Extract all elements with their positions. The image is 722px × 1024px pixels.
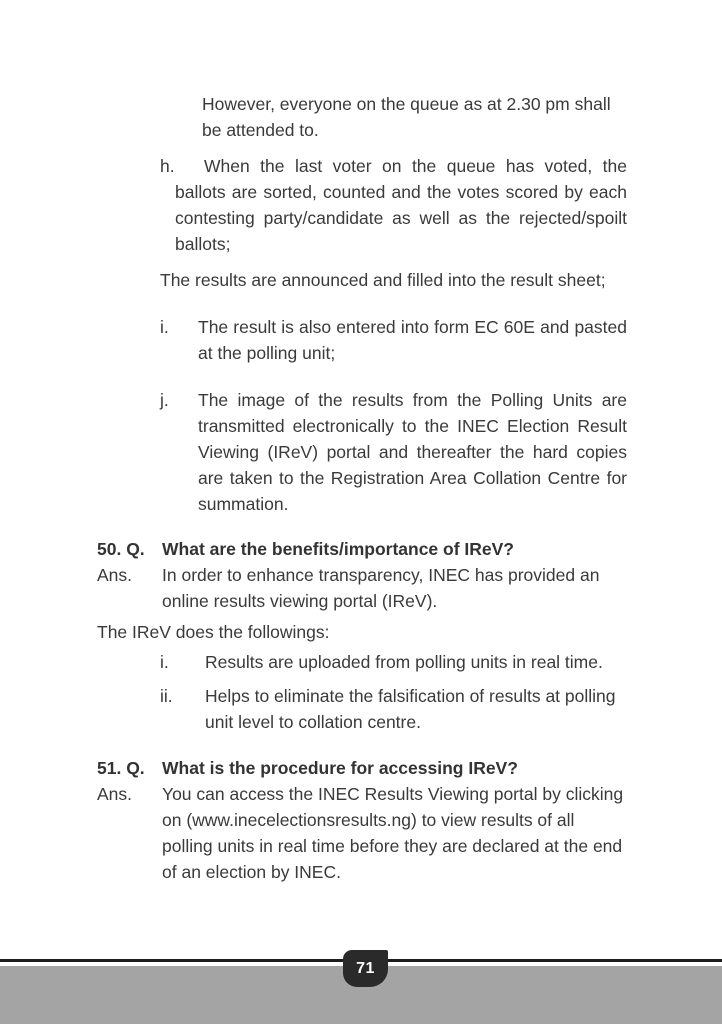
paragraph-results-announced: The results are announced and filled into the result sheet; (160, 270, 606, 290)
list-item-j (97, 387, 627, 517)
question-50-number: 50. Q. (97, 539, 145, 559)
list-item-h (97, 153, 627, 257)
list-item-j-text: The image of the results from the Polling Units are transmitted electronically to the INEC Election Result Viewing (IReV) portal and thereafter the hard copies are taken to the Registration Area Collation Centre for summation. (198, 390, 627, 514)
question-51-number: 51. Q. (97, 758, 145, 778)
page-number-badge (343, 950, 388, 987)
list-item-h-text: When the last voter on the queue has voted, the ballots are sorted, counted and the votes scored by each contesting party/candidate as well as the rejected/spoilt ballots; (175, 156, 627, 254)
sub-item-i-text: Results are uploaded from polling units in real time. (205, 652, 603, 672)
paragraph-irev-intro: The IReV does the followings: (97, 622, 330, 642)
question-51 (97, 755, 627, 781)
sub-item-ii (97, 683, 627, 735)
answer-51 (97, 781, 627, 885)
page-content (97, 91, 627, 885)
answer-50-label: Ans. (97, 565, 133, 585)
question-51-text: What is the procedure for accessing IReV? (162, 758, 518, 778)
list-marker-i: i. (160, 317, 169, 337)
list-item-i-text: The result is also entered into form EC 60E and pasted at the polling unit; (198, 317, 627, 363)
list-marker-h: h. (160, 156, 175, 176)
list-marker-j: j. (160, 390, 169, 410)
question-50 (97, 536, 627, 562)
answer-50 (97, 562, 627, 614)
answer-50-text: In order to enhance transparency, INEC has provided an online results viewing portal (IReV). (162, 565, 600, 611)
paragraph-queue-continuation: However, everyone on the queue as at 2.30 pm shall be attended to. (202, 94, 611, 140)
list-item-i (97, 314, 627, 366)
answer-51-label: Ans. (97, 784, 133, 804)
question-50-text: What are the benefits/importance of IReV? (162, 539, 514, 559)
sub-item-i-marker: i. (160, 652, 169, 672)
sub-item-ii-marker: ii. (160, 686, 173, 706)
sub-item-i (97, 649, 627, 675)
page-number: 71 (356, 959, 375, 977)
sub-item-ii-text: Helps to eliminate the falsification of results at polling unit level to collation centre. (205, 686, 616, 732)
answer-51-text: You can access the INEC Results Viewing portal by clicking on (www.inecelectionsresults.ng) to view results of all polling units in real time before they are declared at the end of an election by INEC. (162, 784, 624, 882)
